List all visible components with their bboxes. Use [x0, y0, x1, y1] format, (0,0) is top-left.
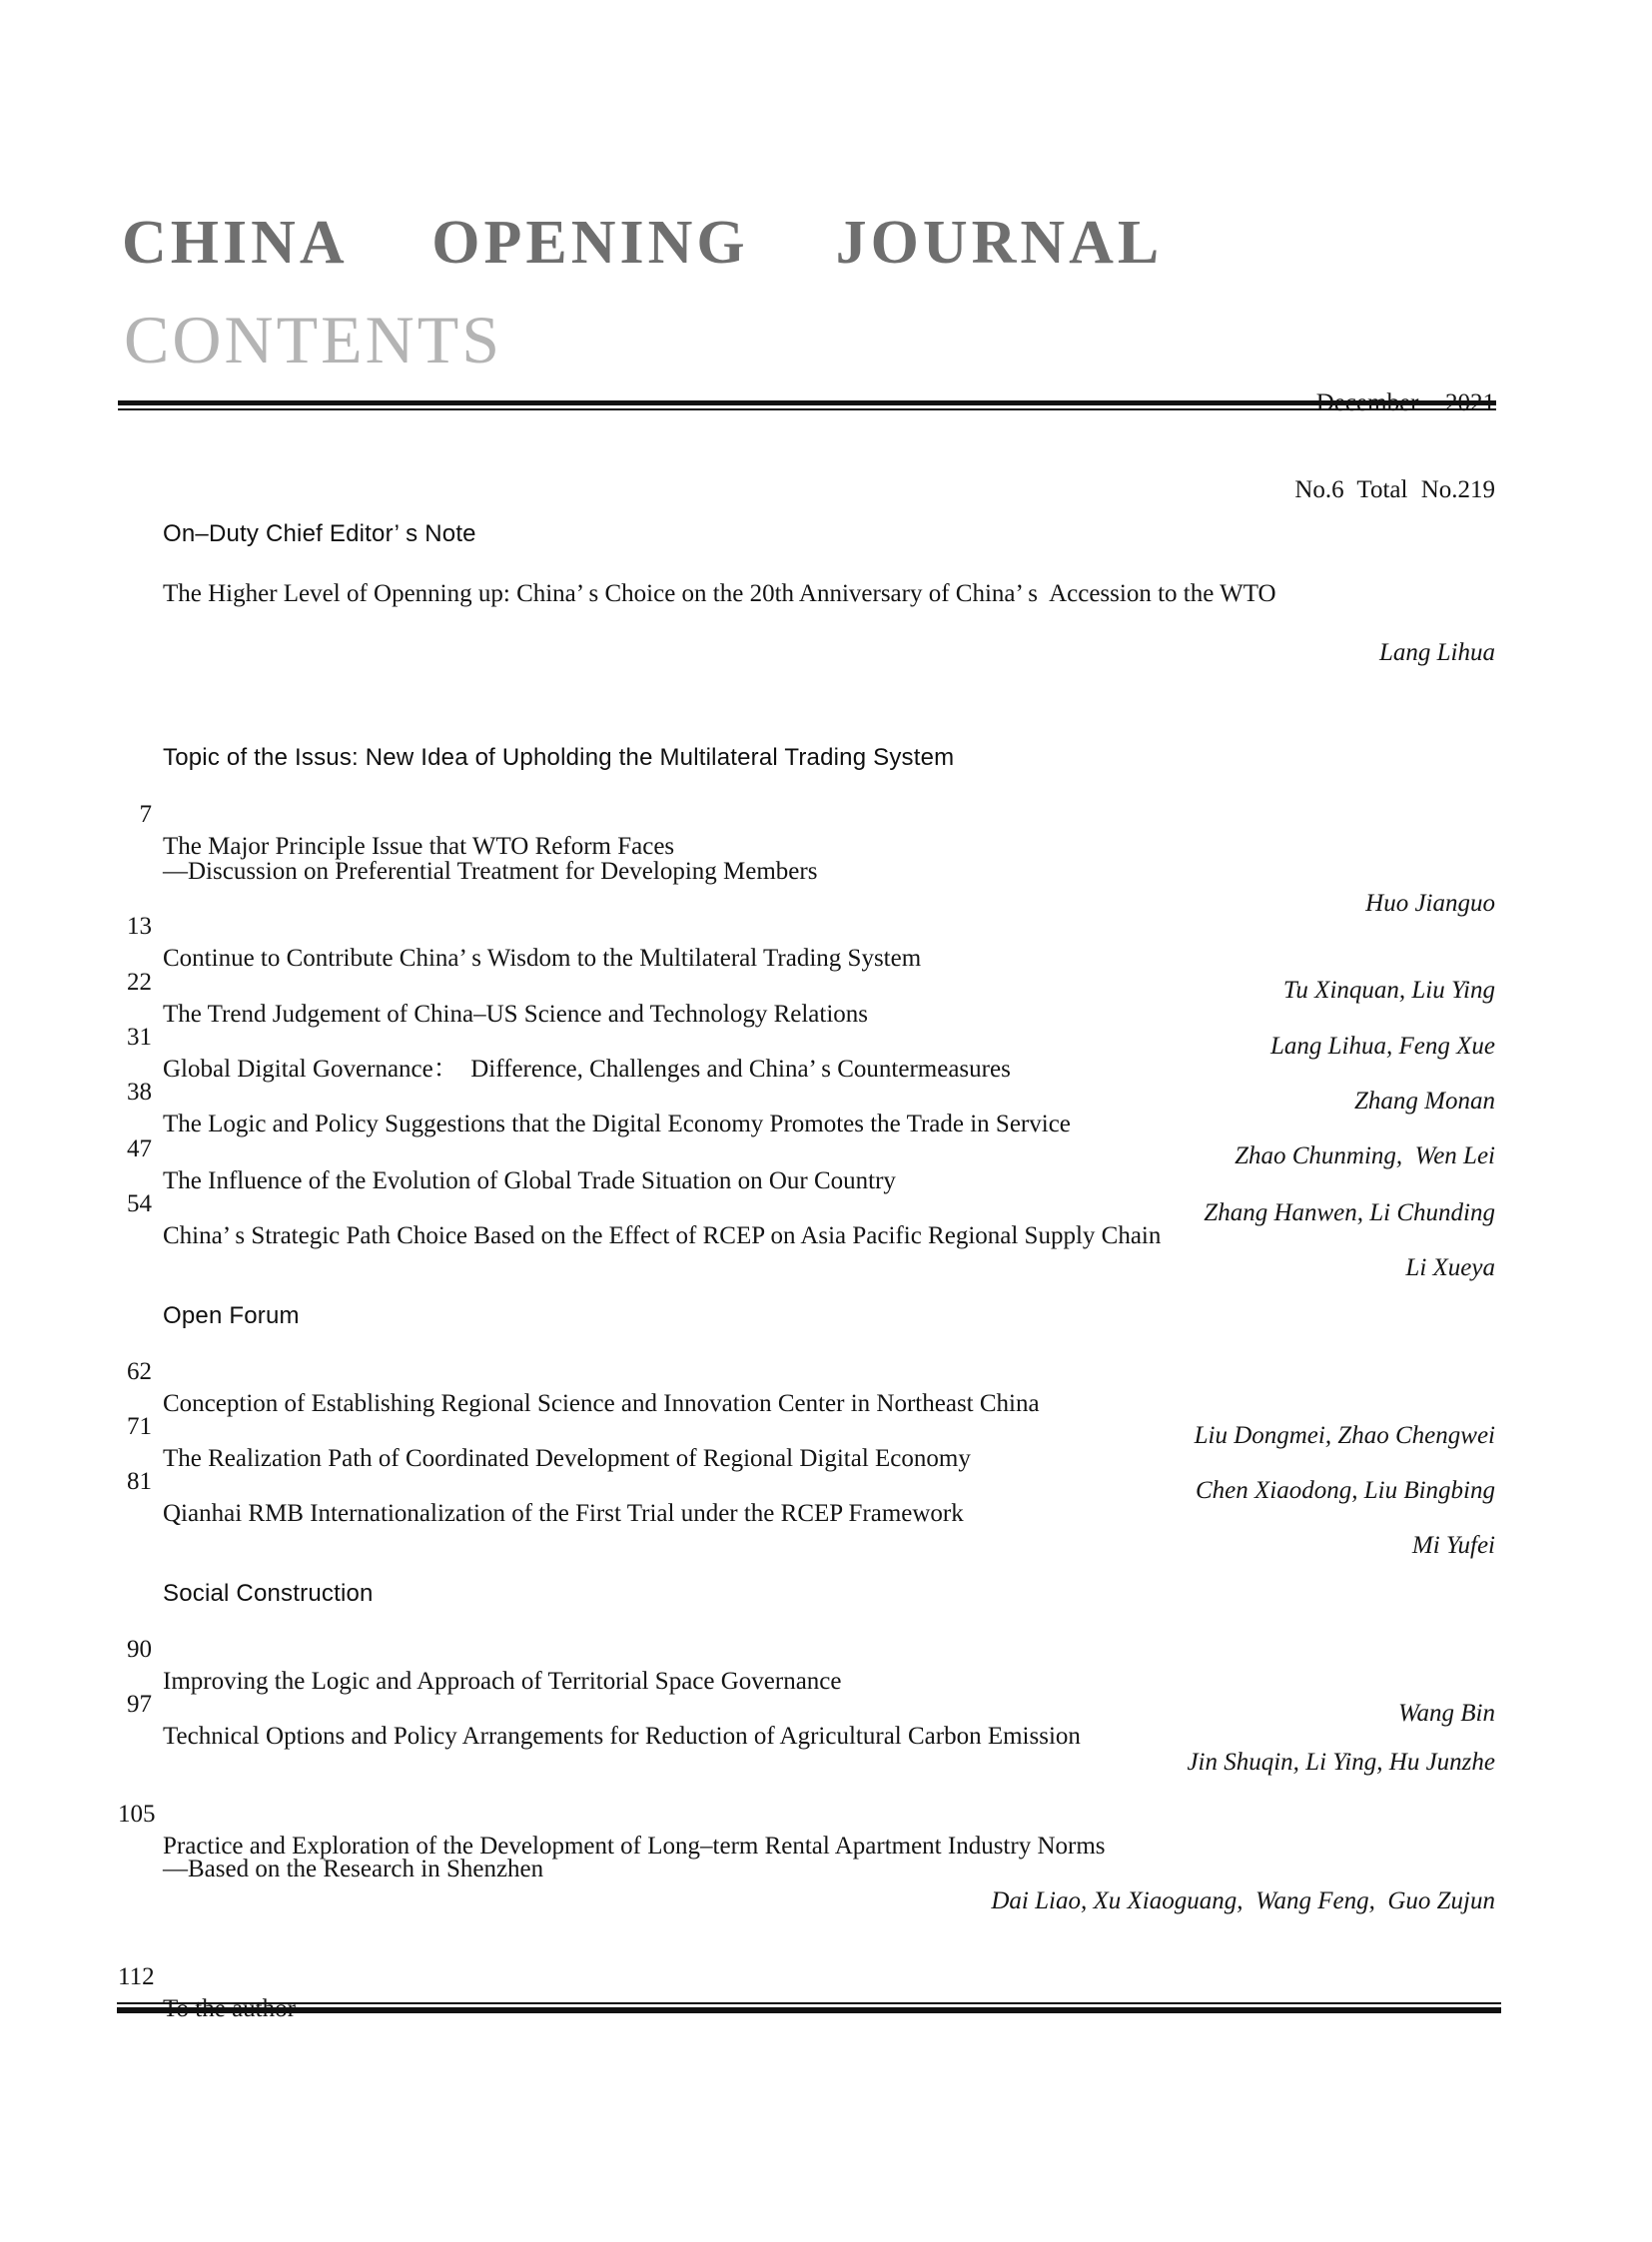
- entry-title: China’ s Strategic Path Choice Based on the Effect of RCEP on Asia Pacific Regional Supply Chain: [163, 1222, 1162, 1249]
- section-heading-topic: [118, 710, 1496, 771]
- journal-title: CHINA OPENING JOURNAL: [122, 209, 1164, 277]
- page-number: 38: [127, 1079, 152, 1106]
- toc-row: [118, 1929, 1496, 2022]
- bottom-double-rule: [117, 2002, 1501, 2013]
- entry-author: Lang Lihua, Feng Xue: [1270, 1033, 1495, 1060]
- page-number: 97: [127, 1691, 152, 1718]
- entry-author: Mi Yufei: [1411, 1532, 1495, 1559]
- page-number: 71: [127, 1413, 152, 1440]
- entry-title: Technical Options and Policy Arrangements for Reduction of Agricultural Carbon Emission: [163, 1723, 1081, 1750]
- entry-author: Li Xueya: [1405, 1254, 1495, 1281]
- toc-row: [118, 1767, 1496, 1860]
- issue-date: December 2021: [1315, 389, 1495, 416]
- toc-author-row: [118, 1715, 1496, 1776]
- entry-author: Zhao Chunming, Wen Lei: [1235, 1142, 1495, 1169]
- toc-author-row: [118, 605, 1496, 666]
- section-heading-open-forum: [118, 1268, 1496, 1329]
- top-double-rule: [118, 400, 1496, 410]
- page-number: 31: [127, 1024, 152, 1051]
- page-number: 62: [127, 1358, 152, 1385]
- section-heading-label: Open Forum: [163, 1302, 300, 1329]
- entry-title: The Major Principle Issue that WTO Reform Faces: [163, 833, 675, 860]
- entry-title: The Trend Judgement of China–US Science and Technology Relations: [163, 1001, 869, 1028]
- entry-title: Global Digital Governance： Difference, Challenges and China’ s Countermeasures: [163, 1056, 1011, 1083]
- entry-title: To the author: [163, 1995, 296, 2022]
- entry-author: Chen Xiaodong, Liu Bingbing: [1196, 1477, 1495, 1504]
- page-number: 13: [127, 913, 152, 940]
- contents-heading: CONTENTS: [124, 302, 503, 377]
- entry-subtitle: —Based on the Research in Shenzhen: [163, 1856, 544, 1882]
- issue-number: No.6 Total No.219: [1294, 476, 1495, 503]
- page-number: 81: [127, 1468, 152, 1495]
- entry-title: Qianhai RMB Internationalization of the First Trial under the RCEP Framework: [163, 1500, 964, 1527]
- entry-subtitle: —Discussion on Preferential Treatment for Developing Members: [163, 858, 818, 885]
- entry-title: The Influence of the Evolution of Global Trade Situation on Our Country: [163, 1167, 896, 1194]
- section-heading-label: Social Construction: [163, 1580, 374, 1607]
- entry-title: Continue to Contribute China’ s Wisdom to the Multilateral Trading System: [163, 945, 922, 972]
- section-heading-label: Topic of the Issus: New Idea of Upholding the Multilateral Trading System: [163, 744, 955, 771]
- entry-author: Dai Liao, Xu Xiaoguang, Wang Feng, Guo Zujun: [991, 1887, 1495, 1914]
- entry-author: Wang Bin: [1398, 1700, 1495, 1727]
- toc-subtitle-row: [118, 824, 1496, 917]
- toc-row: [118, 767, 1496, 860]
- entry-author: Zhang Monan: [1354, 1088, 1495, 1115]
- entry-author: Jin Shuqin, Li Ying, Hu Junzhe: [1187, 1749, 1495, 1776]
- page-number: 47: [127, 1135, 152, 1162]
- entry-title: The Logic and Policy Suggestions that the Digital Economy Promotes the Trade in Service: [163, 1111, 1071, 1137]
- section-heading-editors-note: [118, 486, 1496, 547]
- issue-info: [1294, 331, 1495, 562]
- toc-row: [118, 546, 1496, 607]
- page-number: 7: [139, 801, 152, 828]
- section-heading-social-construction: [118, 1546, 1496, 1607]
- entry-author: Zhang Hanwen, Li Chunding: [1204, 1199, 1495, 1226]
- page-number: 90: [127, 1636, 152, 1663]
- entry-author: Liu Dongmei, Zhao Chengwei: [1194, 1422, 1495, 1449]
- entry-title: The Higher Level of Openning up: China’ s Choice on the 20th Anniversary of China’ s Accession to the WTO: [163, 580, 1276, 607]
- entry-author: Lang Lihua: [1378, 639, 1495, 666]
- entry-author: Huo Jianguo: [1365, 890, 1495, 917]
- page-number: 22: [127, 969, 152, 996]
- page-number: 54: [127, 1190, 152, 1217]
- entry-title: Improving the Logic and Approach of Territorial Space Governance: [163, 1668, 842, 1695]
- toc-subtitle-row: [118, 1822, 1496, 1914]
- page-number: 112: [118, 1963, 155, 1990]
- entry-title: Conception of Establishing Regional Science and Innovation Center in Northeast China: [163, 1390, 1040, 1417]
- section-heading-label: On–Duty Chief Editor’ s Note: [163, 520, 476, 547]
- entry-title: Practice and Exploration of the Development of Long–term Rental Apartment Industry Norms: [163, 1833, 1106, 1860]
- entry-title: The Realization Path of Coordinated Development of Regional Digital Economy: [163, 1445, 971, 1472]
- entry-author: Tu Xinquan, Liu Ying: [1282, 977, 1495, 1004]
- page-number: 105: [118, 1801, 156, 1828]
